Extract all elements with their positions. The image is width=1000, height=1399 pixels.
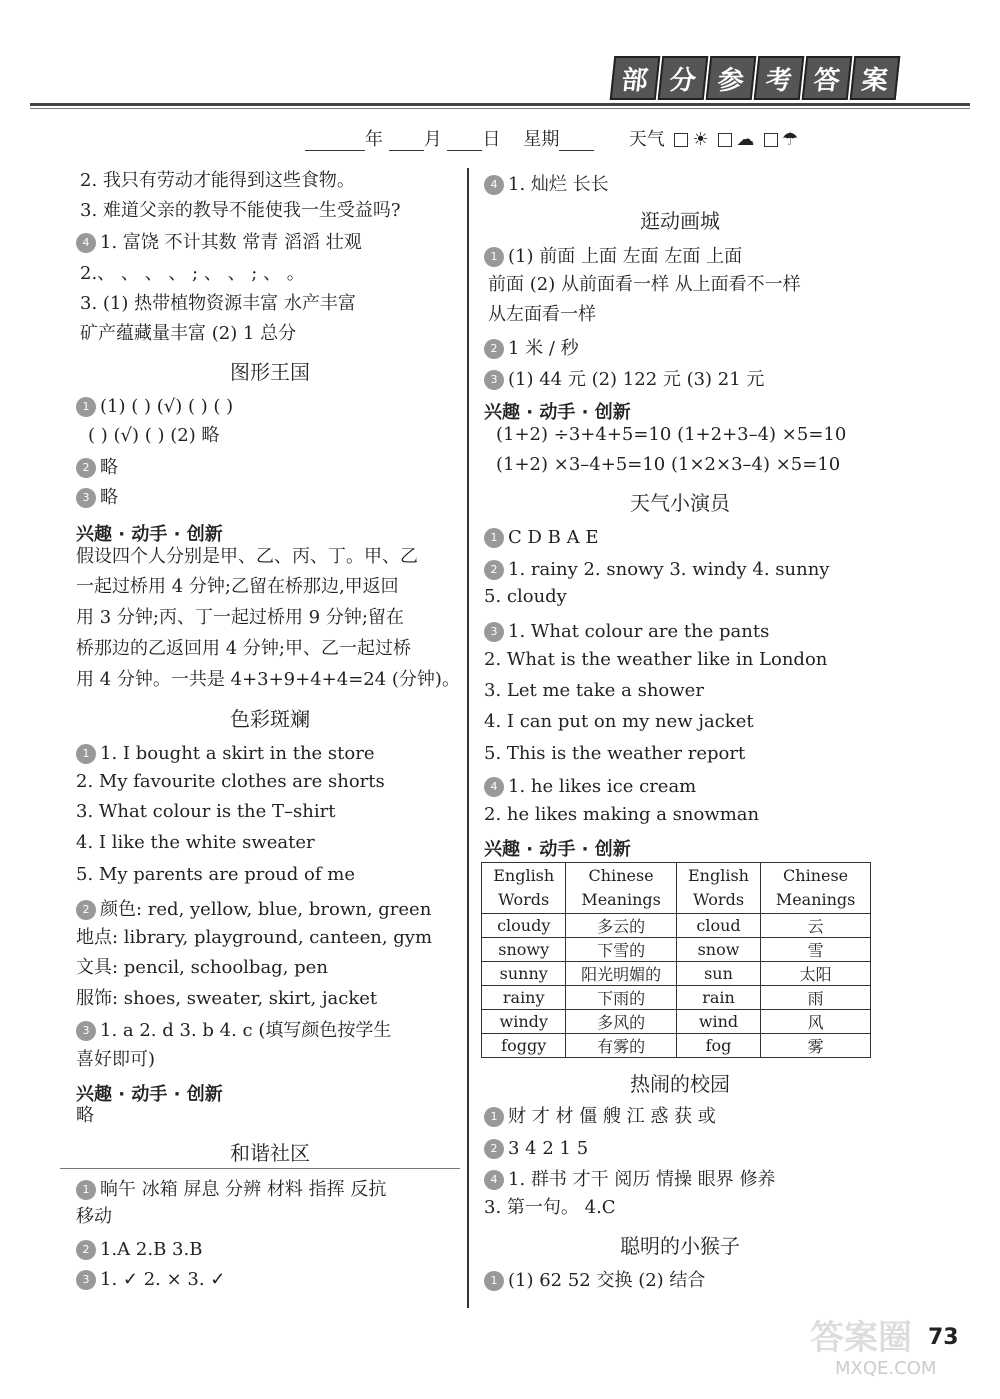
section-subheading: 兴趣 · 动手 · 创新 bbox=[484, 402, 631, 423]
answer-line: 2 1 米 / 秒 bbox=[484, 339, 579, 359]
answer-line: 4. I like the white sweater bbox=[76, 832, 315, 853]
paragraph-line: 假设四个人分别是甲、乙、丙、丁。甲、乙 bbox=[76, 546, 418, 567]
answer-line: 2 1.A 2.B 3.B bbox=[76, 1240, 202, 1260]
table-cell: 雨 bbox=[761, 986, 871, 1010]
table-row bbox=[482, 962, 871, 986]
answer-line: 5. My parents are proud of me bbox=[76, 864, 355, 885]
answer-line: 文具: pencil, schoolbag, pen bbox=[76, 957, 328, 978]
table-row bbox=[482, 986, 871, 1010]
year-label: 年 bbox=[365, 129, 383, 150]
watermark-url: MXQE.COM bbox=[835, 1358, 937, 1379]
weather-checkbox[interactable] bbox=[718, 133, 732, 147]
question-number-icon: 1 bbox=[76, 397, 96, 417]
table-cell: 雪 bbox=[761, 938, 871, 962]
section-heading: 逛动画城 bbox=[640, 209, 720, 233]
section-rule bbox=[60, 1168, 460, 1169]
table-cell: foggy bbox=[482, 1034, 566, 1058]
table-cell: 阳光明媚的 bbox=[566, 962, 676, 986]
table-cell: 风 bbox=[761, 1010, 871, 1034]
date-weather-row bbox=[305, 125, 798, 151]
column-header: English Words bbox=[676, 863, 760, 914]
table-row bbox=[482, 914, 871, 938]
header-rule bbox=[30, 103, 970, 106]
question-number-icon: 2 bbox=[484, 339, 504, 359]
question-number-icon: 2 bbox=[484, 1139, 504, 1159]
table-cell: snow bbox=[676, 938, 760, 962]
section-subheading: 兴趣 · 动手 · 创新 bbox=[76, 1084, 223, 1105]
answer-line: 略 bbox=[76, 1105, 94, 1126]
table-row bbox=[482, 938, 871, 962]
question-number-icon: 4 bbox=[484, 175, 504, 195]
answer-line: 2. 我只有劳动才能得到这些食物。 bbox=[80, 170, 355, 191]
banner-char: 考 bbox=[754, 56, 805, 100]
answer-line: 2 略 bbox=[76, 458, 118, 478]
column-divider bbox=[467, 168, 469, 1308]
answer-line: 矿产蕴藏量丰富 (2) 1 总分 bbox=[80, 323, 297, 344]
answer-line: 2 1. rainy 2. snowy 3. windy 4. sunny bbox=[484, 560, 829, 580]
answer-line: 2. What is the weather like in London bbox=[484, 649, 828, 670]
table-cell: sunny bbox=[482, 962, 566, 986]
answer-line: 4 1. 群书 才干 阅历 情操 眼界 修养 bbox=[484, 1170, 776, 1190]
banner-char: 案 bbox=[850, 56, 901, 100]
table-cell: 云 bbox=[761, 914, 871, 938]
question-number-icon: 2 bbox=[76, 458, 96, 478]
answer-line: 5. cloudy bbox=[484, 586, 567, 607]
table-cell: rainy bbox=[482, 986, 566, 1010]
answer-line: 4 1. he likes ice cream bbox=[484, 777, 696, 797]
answer-line: 3. Let me take a shower bbox=[484, 680, 704, 701]
question-number-icon: 2 bbox=[484, 560, 504, 580]
table-row bbox=[482, 1034, 871, 1058]
table-cell: 下雪的 bbox=[566, 938, 676, 962]
question-number-icon: 3 bbox=[484, 622, 504, 642]
table-cell: 太阳 bbox=[761, 962, 871, 986]
answer-line: 4 1. 灿烂 长长 bbox=[484, 175, 609, 195]
answer-line: 4. I can put on my new jacket bbox=[484, 711, 754, 732]
answer-line: 5. This is the weather report bbox=[484, 743, 746, 764]
answer-line: 1 (1) 62 52 交换 (2) 结合 bbox=[484, 1271, 705, 1291]
question-number-icon: 3 bbox=[76, 1270, 96, 1290]
answer-line: 1 C D B A E bbox=[484, 528, 598, 548]
answer-line: 1 财 才 材 僵 艘 江 惑 获 或 bbox=[484, 1107, 716, 1127]
question-number-icon: 2 bbox=[76, 1240, 96, 1260]
watermark-logo: 答案圈 bbox=[810, 1318, 912, 1358]
answer-line: 1 (1) ( ) (√) ( ) ( ) bbox=[76, 397, 233, 417]
month-label: 月 bbox=[423, 129, 442, 150]
answer-line: 3 1. ✓ 2. × 3. ✓ bbox=[76, 1270, 225, 1290]
answer-line: 喜好即可) bbox=[76, 1049, 156, 1070]
answer-line: 2 颜色: red, yellow, blue, brown, green bbox=[76, 900, 431, 920]
banner-char: 分 bbox=[658, 56, 709, 100]
answer-line: 4 1. 富饶 不计其数 常青 滔滔 壮观 bbox=[76, 233, 362, 253]
column-header: Chinese Meanings bbox=[761, 863, 871, 914]
table-cell: 雾 bbox=[761, 1034, 871, 1058]
answer-line: 3. (1) 热带植物资源丰富 水产丰富 bbox=[80, 293, 356, 314]
section-subheading: 兴趣 · 动手 · 创新 bbox=[484, 839, 631, 860]
answer-line: 3. 难道父亲的教导不能使我一生受益吗? bbox=[80, 200, 401, 221]
table-cell: 多风的 bbox=[566, 1010, 676, 1034]
section-heading: 聪明的小猴子 bbox=[620, 1234, 740, 1258]
paragraph-line: 桥那边的乙返回用 4 分钟;甲、乙一起过桥 bbox=[76, 638, 411, 659]
answer-line: 3 1. What colour are the pants bbox=[484, 622, 769, 642]
section-heading: 热闹的校园 bbox=[630, 1072, 730, 1096]
table-cell: cloudy bbox=[482, 914, 566, 938]
table-cell: sun bbox=[676, 962, 760, 986]
question-number-icon: 3 bbox=[76, 1021, 96, 1041]
table-cell: 下雨的 bbox=[566, 986, 676, 1010]
weekday-label: 星期 bbox=[523, 129, 560, 150]
weather-checkbox[interactable] bbox=[764, 133, 778, 147]
section-heading: 图形王国 bbox=[230, 360, 310, 384]
day-label: 日 bbox=[482, 129, 501, 150]
answer-line: 服饰: shoes, sweater, skirt, jacket bbox=[76, 988, 378, 1009]
question-number-icon: 1 bbox=[484, 247, 504, 267]
question-number-icon: 2 bbox=[76, 900, 96, 920]
answer-line: 2. he likes making a snowman bbox=[484, 804, 760, 825]
table-cell: 有雾的 bbox=[566, 1034, 676, 1058]
table-cell: windy bbox=[482, 1010, 566, 1034]
answer-line: 3 (1) 44 元 (2) 122 元 (3) 21 元 bbox=[484, 370, 764, 390]
cloud-icon: ☁ bbox=[736, 129, 755, 150]
answer-line: (1+2) ×3–4+5=10 (1×2×3–4) ×5=10 bbox=[496, 454, 841, 475]
question-number-icon: 4 bbox=[484, 1170, 504, 1190]
table-row bbox=[482, 1010, 871, 1034]
answer-line: 1 (1) 前面 上面 左面 左面 上面 bbox=[484, 247, 742, 267]
weather-label: 天气 bbox=[628, 129, 665, 150]
column-header: English Words bbox=[482, 863, 566, 914]
header-banner bbox=[612, 52, 902, 104]
table-cell: cloud bbox=[676, 914, 760, 938]
question-number-icon: 1 bbox=[76, 744, 96, 764]
question-number-icon: 1 bbox=[484, 1107, 504, 1127]
question-number-icon: 4 bbox=[76, 233, 96, 253]
question-number-icon: 3 bbox=[484, 370, 504, 390]
sun-icon: ☀ bbox=[692, 129, 709, 150]
section-heading: 色彩斑斓 bbox=[230, 707, 310, 731]
section-heading: 和谐社区 bbox=[230, 1141, 310, 1165]
table-cell: snowy bbox=[482, 938, 566, 962]
question-number-icon: 1 bbox=[484, 528, 504, 548]
section-subheading: 兴趣 · 动手 · 创新 bbox=[76, 524, 223, 545]
paragraph-line: 用 4 分钟。一共是 4+3+9+4+4=24 (分钟)。 bbox=[76, 669, 460, 690]
vocabulary-table bbox=[481, 862, 871, 1058]
weather-checkbox[interactable] bbox=[674, 133, 688, 147]
paragraph-line: 一起过桥用 4 分钟;乙留在桥那边,甲返回 bbox=[76, 576, 399, 597]
question-number-icon: 3 bbox=[76, 488, 96, 508]
question-number-icon: 4 bbox=[484, 777, 504, 797]
answer-line: 3. What colour is the T–shirt bbox=[76, 801, 336, 822]
column-header: Chinese Meanings bbox=[566, 863, 676, 914]
answer-line: 前面 (2) 从前面看一样 从上面看不一样 bbox=[488, 274, 801, 295]
answer-line: 2.、 、 、 、 ; 、 、 ; 、 。 bbox=[80, 263, 305, 284]
banner-char: 部 bbox=[610, 56, 661, 100]
table-cell: fog bbox=[676, 1034, 760, 1058]
page-number: 73 bbox=[928, 1325, 959, 1350]
answer-line: 从左面看一样 bbox=[488, 304, 596, 325]
table-cell: rain bbox=[676, 986, 760, 1010]
banner-char: 答 bbox=[802, 56, 853, 100]
answer-line: ( ) (√) ( ) (2) 略 bbox=[88, 425, 220, 446]
answer-line: 移动 bbox=[76, 1206, 112, 1227]
answer-line: 3. 第一句。 4.C bbox=[484, 1197, 616, 1218]
answer-line: (1+2) ÷3+4+5=10 (1+2+3–4) ×5=10 bbox=[496, 424, 847, 445]
question-number-icon: 1 bbox=[484, 1271, 504, 1291]
answer-line: 2 3 4 2 1 5 bbox=[484, 1139, 588, 1159]
answer-line: 地点: library, playground, canteen, gym bbox=[76, 927, 433, 948]
answer-line: 1 1. I bought a skirt in the store bbox=[76, 744, 375, 764]
header-rule-thin bbox=[30, 108, 970, 109]
answer-line: 1 晌午 冰箱 屏息 分辨 材料 指挥 反抗 bbox=[76, 1180, 386, 1200]
banner-char: 参 bbox=[706, 56, 757, 100]
answer-line: 3 1. a 2. d 3. b 4. c (填写颜色按学生 bbox=[76, 1021, 391, 1041]
table-cell: 多云的 bbox=[566, 914, 676, 938]
paragraph-line: 用 3 分钟;丙、丁一起过桥用 9 分钟;留在 bbox=[76, 607, 404, 628]
answer-line: 3 略 bbox=[76, 488, 118, 508]
answer-line: 2. My favourite clothes are shorts bbox=[76, 771, 385, 792]
question-number-icon: 1 bbox=[76, 1180, 96, 1200]
table-cell: wind bbox=[676, 1010, 760, 1034]
table-header-row bbox=[482, 863, 871, 914]
section-heading: 天气小演员 bbox=[630, 491, 730, 515]
rain-icon: ☂ bbox=[782, 129, 799, 150]
